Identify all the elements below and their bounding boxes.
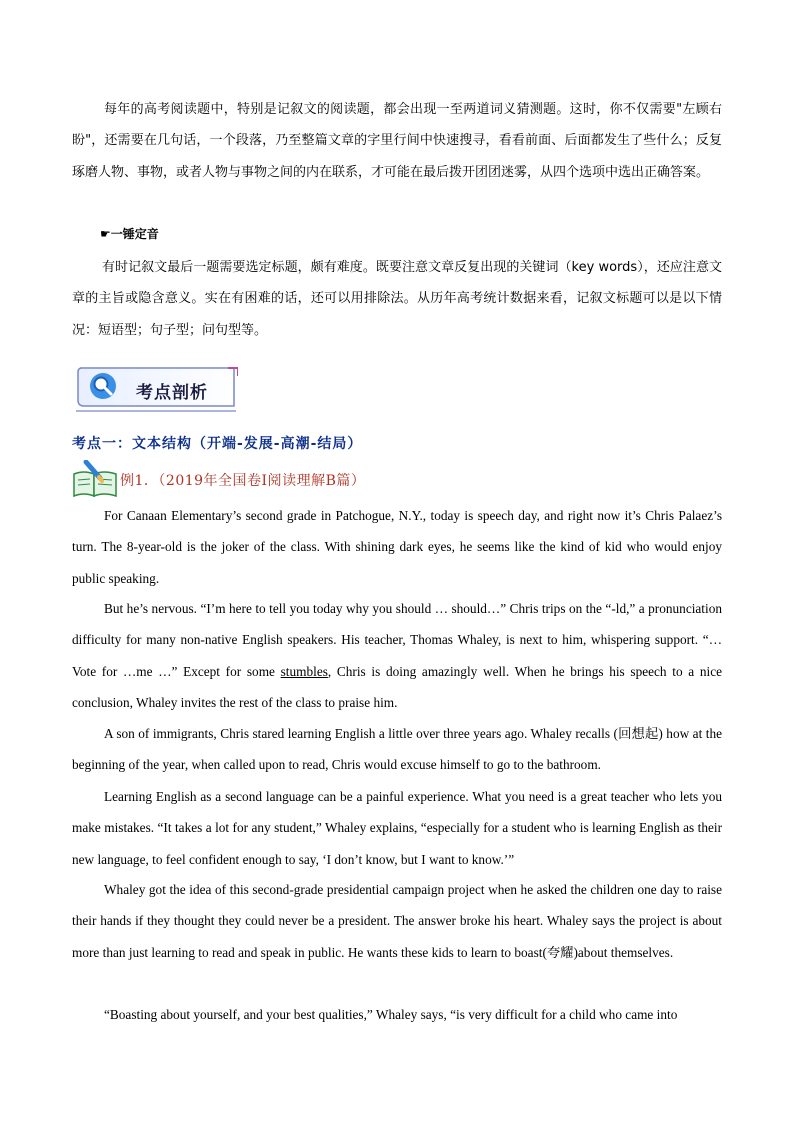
- passage-paragraph-1: For Canaan Elementary’s second grade in Patchogue, N.Y., today is speech day, and right now it’s Chris Palaez’s turn. The 8-year-old is the joker of the class. With shining dark eyes, he seems like the kind of kid who would enjoy public speaking.: [72, 508, 722, 586]
- paragraph-2-text-a: But he’s nervous. “I’m here to tell you today why you should … should…” Chris trips on the “-ld,” a pronunciation difficulty for many non-native English speakers. His teacher, Thomas Whaley, is next to him, whispering support. “…Vote for …me …” Except for some: [72, 601, 722, 679]
- passage-paragraph-4: Learning English as a second language can be a painful experience. What you need is a great teacher who lets you make mistakes. “It takes a lot for any student,” Whaley explains, “especially for a student who is learning English as their new language, to feel confident enough to say, ‘I don’t know, but I want to know.’”: [72, 789, 722, 867]
- example-label: 例1．（2019年全国卷Ⅰ阅读理解B篇）: [120, 473, 366, 489]
- passage-paragraph-6: “Boasting about yourself, and your best qualities,” Whaley says, “is very difficult for a child who came into: [104, 1007, 678, 1022]
- tip-paragraph: 有时记叙文最后一题需要选定标题，颇有难度。既要注意文章反复出现的关键词（key words），还应注意文章的主旨或隐含意义。实在有困难的话，还可以用排除法。从历年高考统计数据来看，记叙文标题可以是以下情况：短语型；句子型；问句型等。: [72, 260, 722, 338]
- paragraph-2-text-b: , Chris is doing amazingly well. When he brings his speech to a nice conclusion, Whaley invites the rest of the class to praise him.: [72, 663, 723, 710]
- underlined-word-stumbles: stumbles: [280, 663, 328, 679]
- passage-paragraph-2: [72, 593, 722, 718]
- tip-title: ☛一锤定音: [100, 227, 159, 241]
- passage-paragraph-3: A son of immigrants, Chris stared learning English a little over three years ago. Whaley recalls (回想起) how at the beginning of the year, when called upon to read, Chris would excuse himself to go to the bathroom.: [72, 726, 722, 773]
- magnifier-icon: [90, 373, 116, 399]
- badge-label: 考点剖析: [136, 383, 208, 403]
- section-heading: 考点一：文本结构（开端-发展-高潮-结局）: [72, 436, 363, 452]
- book-pencil-icon: [72, 460, 118, 498]
- intro-paragraph: 每年的高考阅读题中，特别是记叙文的阅读题，都会出现一至两道词义猜测题。这时，你不仅需要"左顾右盼"，还需要在几句话，一个段落，乃至整篇文章的字里行间中快速搜寻，看看前面、后面都发生了些什么；反复琢磨人物、事物，或者人物与事物之间的内在联系，才可能在最后拨开团团迷雾，从四个选项中选出正确答案。: [72, 102, 722, 180]
- passage-paragraph-5: Whaley got the idea of this second-grade presidential campaign project when he asked the children one day to raise their hands if they thought they could never be a president. The answer broke his heart. Whaley says the project is about more than just learning to read and speak in public. He wants these kids to learn to boast(夸耀)about themselves.: [72, 882, 722, 960]
